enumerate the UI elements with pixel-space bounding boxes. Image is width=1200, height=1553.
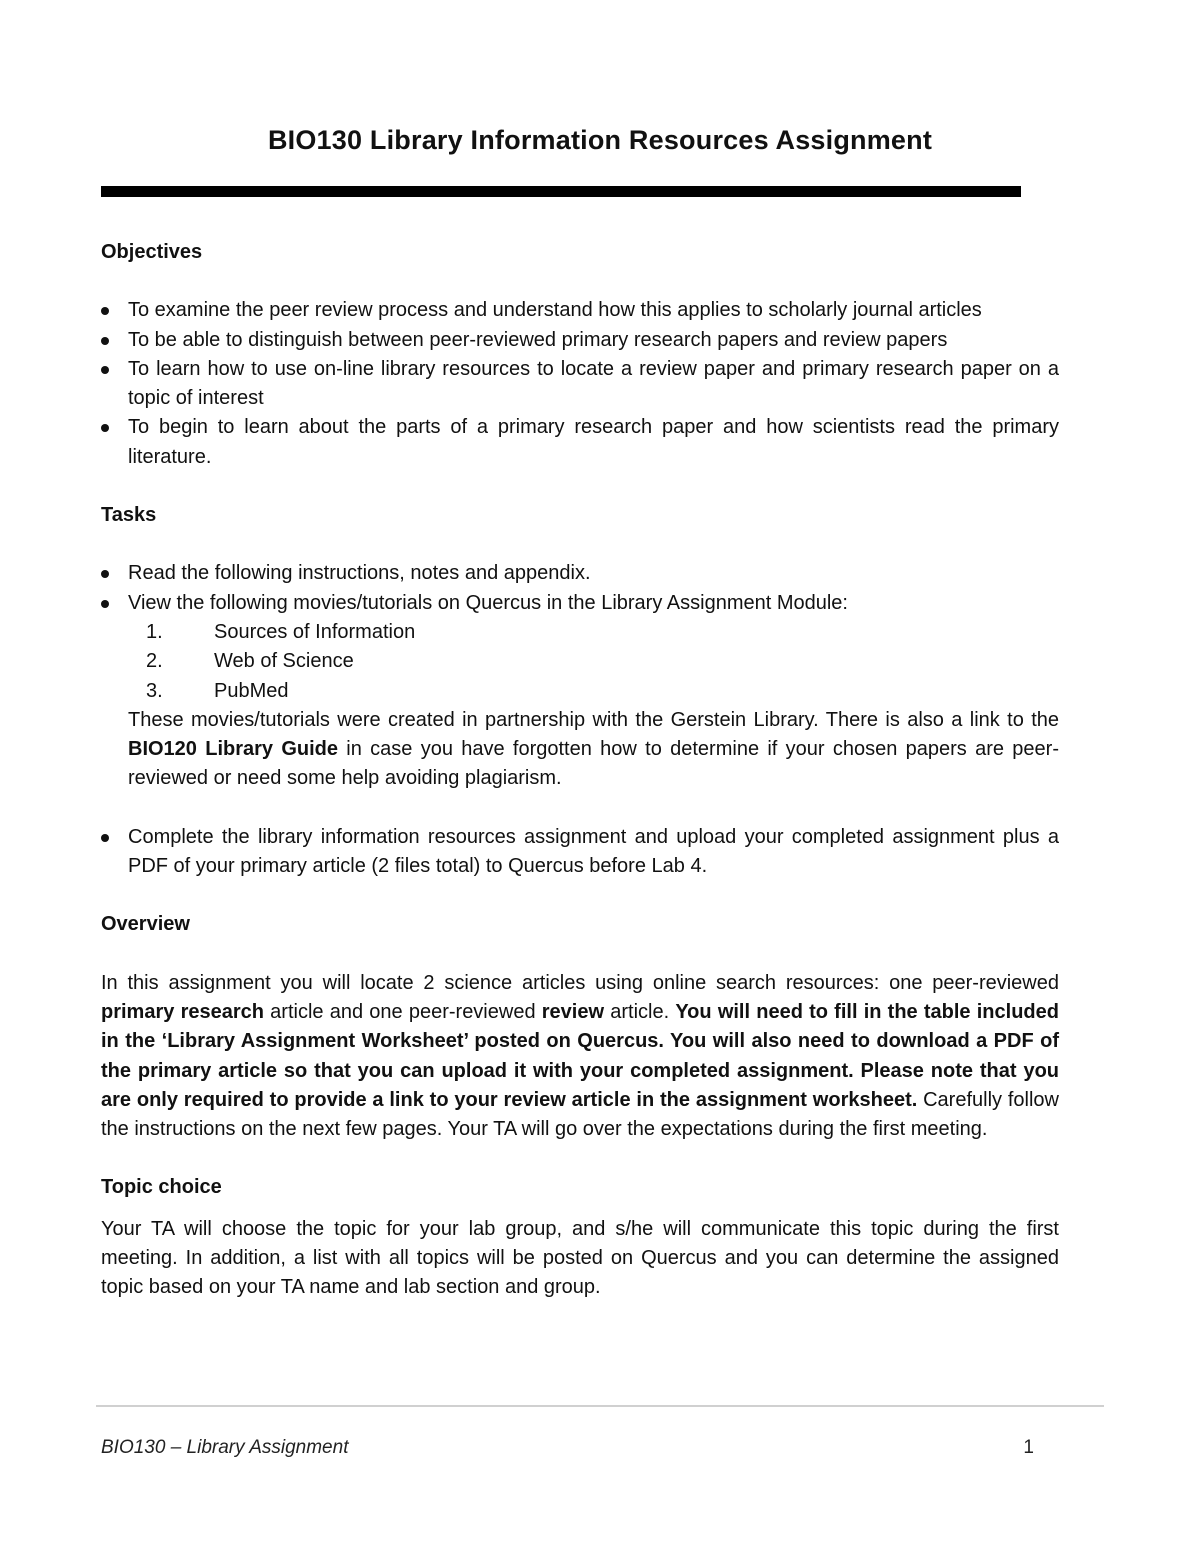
footer-title: BIO130 – Library Assignment bbox=[101, 1437, 349, 1458]
document-body bbox=[101, 238, 1059, 1303]
tutorial-item: 3. PubMed bbox=[146, 679, 289, 702]
bullet-icon bbox=[101, 424, 109, 432]
tasks-list-2 bbox=[101, 823, 1059, 882]
overview-heading: Overview bbox=[101, 913, 190, 936]
overview-paragraph: In this assignment you will locate 2 science articles using online search resources: one peer-reviewed primary research article and one peer-reviewed review article. You will need to fill in the table included in the ‘Library Assignment Worksheet’ posted on Quercus. You will also need to download a PDF of the primary article so that you can upload it with your completed assignment. Please note that you are only required to provide a link to your review article in the assignment worksheet. Carefully follow the instructions on the next few pages. Your TA will go over the expectations during the first meeting. bbox=[101, 971, 1059, 1141]
bullet-icon bbox=[101, 834, 109, 842]
document-title: BIO130 Library Information Resources Assignment bbox=[267, 125, 933, 155]
tasks-list bbox=[101, 559, 1059, 618]
bullet-icon bbox=[101, 337, 109, 345]
list-item: To examine the peer review process and understand how this applies to scholarly journal articles bbox=[101, 296, 1059, 325]
bullet-icon bbox=[101, 366, 109, 374]
topic-heading: Topic choice bbox=[101, 1176, 222, 1199]
tutorial-item: 2. Web of Science bbox=[146, 650, 354, 673]
bullet-icon bbox=[101, 600, 109, 608]
library-guide-link[interactable]: BIO120 Library Guide bbox=[128, 738, 338, 761]
list-item: Complete the library information resources assignment and upload your completed assignment plus a PDF of your primary article (2 files total) to Quercus before Lab 4. bbox=[101, 823, 1059, 882]
tutorial-list bbox=[101, 618, 1059, 706]
tasks-heading: Tasks bbox=[101, 504, 157, 527]
footer-divider bbox=[96, 1405, 1104, 1407]
list-item: To learn how to use on-line library resources to locate a review paper and primary research paper on a topic of interest bbox=[101, 355, 1059, 414]
bullet-icon bbox=[101, 307, 109, 315]
tutorial-item: 1. Sources of Information bbox=[146, 620, 416, 643]
list-item: To be able to distinguish between peer-reviewed primary research papers and review papers bbox=[101, 326, 1059, 355]
list-item: View the following movies/tutorials on Quercus in the Library Assignment Module: bbox=[101, 589, 1059, 618]
objectives-list bbox=[101, 296, 1059, 472]
tutorials-note: These movies/tutorials were created in partnership with the Gerstein Library. There is also a link to the BIO120 Library Guide in case you have forgotten how to determine if your chosen papers are peer-reviewed or need some help avoiding plagiarism. bbox=[128, 708, 1059, 790]
bullet-icon bbox=[101, 570, 109, 578]
topic-paragraph: Your TA will choose the topic for your lab group, and s/he will communicate this topic during the first meeting. In addition, a list with all topics will be posted on Quercus and you can determine the assigned topic based on your TA name and lab section and group. bbox=[101, 1217, 1059, 1299]
title-divider bbox=[101, 186, 1021, 197]
objectives-heading: Objectives bbox=[101, 241, 203, 263]
list-item: Read the following instructions, notes and appendix. bbox=[101, 559, 1059, 588]
page-number: 1 bbox=[1023, 1437, 1034, 1458]
list-item: To begin to learn about the parts of a primary research paper and how scientists read the primary literature. bbox=[101, 413, 1059, 472]
